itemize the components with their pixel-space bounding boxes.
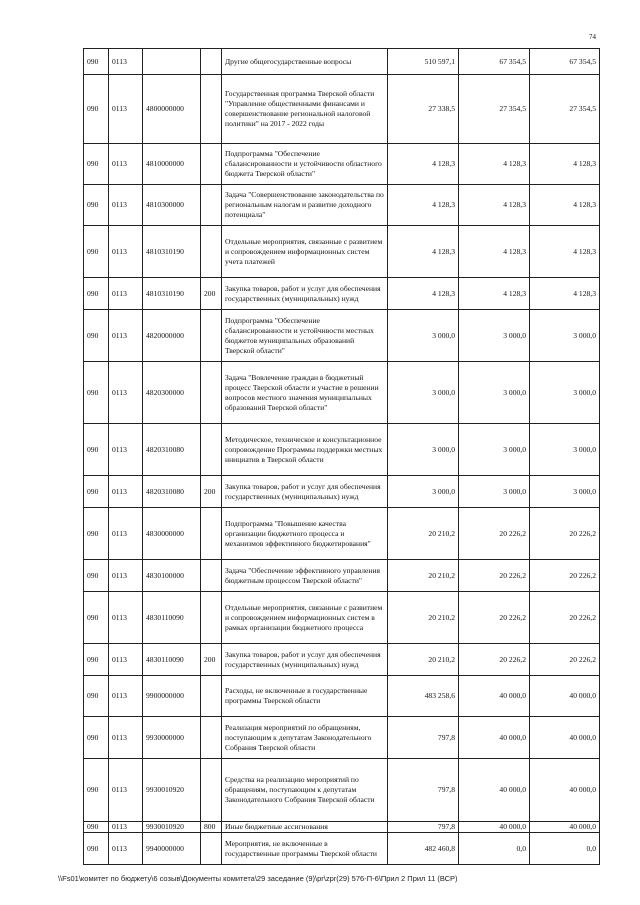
section-code-cell: 0113 xyxy=(109,560,143,592)
amount-year3-cell: 3 000,0 xyxy=(530,362,600,424)
table-row xyxy=(84,185,600,226)
ministry-code-cell: 090 xyxy=(84,833,109,865)
item-name-cell: Другие общегосударственные вопросы xyxy=(222,49,388,75)
target-article-cell: 4810310190 xyxy=(143,278,201,310)
amount-year1-cell: 4 128,3 xyxy=(388,278,459,310)
item-name-cell: Средства на реализацию мероприятий по обращениям, поступающим к депутатам Законодательного Собрания Тверской области xyxy=(222,759,388,822)
section-code-cell: 0113 xyxy=(109,185,143,226)
expense-type-cell xyxy=(201,717,222,759)
item-name-cell: Подпрограмма "Повышение качества организации бюджетного процесса и механизмов эффективного бюджетирования" xyxy=(222,508,388,560)
target-article-cell: 4800000000 xyxy=(143,75,201,144)
budget-table-body xyxy=(84,49,600,865)
section-code-cell: 0113 xyxy=(109,717,143,759)
section-code-cell: 0113 xyxy=(109,759,143,822)
target-article-cell: 4820000000 xyxy=(143,310,201,362)
ministry-code-cell: 090 xyxy=(84,49,109,75)
table-row xyxy=(84,508,600,560)
amount-year1-cell: 510 597,1 xyxy=(388,49,459,75)
ministry-code-cell: 090 xyxy=(84,226,109,278)
amount-year3-cell: 40 000,0 xyxy=(530,676,600,717)
amount-year1-cell: 797,8 xyxy=(388,759,459,822)
amount-year2-cell: 4 128,3 xyxy=(459,185,530,226)
expense-type-cell xyxy=(201,49,222,75)
section-code-cell: 0113 xyxy=(109,676,143,717)
amount-year1-cell: 20 210,2 xyxy=(388,592,459,644)
item-name-cell: Методическое, техническое и консультационное сопровождение Программы поддержки местных инициатив в Тверской области xyxy=(222,424,388,476)
section-code-cell: 0113 xyxy=(109,278,143,310)
amount-year2-cell: 4 128,3 xyxy=(459,226,530,278)
amount-year1-cell: 3 000,0 xyxy=(388,362,459,424)
expense-type-cell xyxy=(201,592,222,644)
amount-year1-cell: 20 210,2 xyxy=(388,508,459,560)
section-code-cell: 0113 xyxy=(109,822,143,833)
amount-year2-cell: 20 226,2 xyxy=(459,560,530,592)
ministry-code-cell: 090 xyxy=(84,717,109,759)
expense-type-cell xyxy=(201,833,222,865)
target-article-cell: 4820300000 xyxy=(143,362,201,424)
table-row xyxy=(84,362,600,424)
target-article-cell: 4820310080 xyxy=(143,424,201,476)
amount-year3-cell: 4 128,3 xyxy=(530,278,600,310)
amount-year3-cell: 3 000,0 xyxy=(530,310,600,362)
amount-year1-cell: 20 210,2 xyxy=(388,644,459,676)
file-path-footer: \\Fs01\комитет по бюджету\6 созыв\Документы комитета\29 заседание (9)\pr\zpr(29) 576-П-6\Прил 2 Прил 11 (ВСР) xyxy=(58,874,458,883)
section-code-cell: 0113 xyxy=(109,144,143,185)
amount-year2-cell: 40 000,0 xyxy=(459,759,530,822)
ministry-code-cell: 090 xyxy=(84,676,109,717)
amount-year1-cell: 4 128,3 xyxy=(388,226,459,278)
amount-year3-cell: 4 128,3 xyxy=(530,226,600,278)
amount-year2-cell: 0,0 xyxy=(459,833,530,865)
amount-year3-cell: 20 226,2 xyxy=(530,592,600,644)
amount-year3-cell: 67 354,5 xyxy=(530,49,600,75)
table-row xyxy=(84,822,600,833)
amount-year3-cell: 20 226,2 xyxy=(530,508,600,560)
amount-year3-cell: 40 000,0 xyxy=(530,717,600,759)
expense-type-cell xyxy=(201,676,222,717)
ministry-code-cell: 090 xyxy=(84,592,109,644)
section-code-cell: 0113 xyxy=(109,310,143,362)
item-name-cell: Отдельные мероприятия, связанные с развитием и сопровождением информационных систем учета платежей xyxy=(222,226,388,278)
ministry-code-cell: 090 xyxy=(84,362,109,424)
budget-table xyxy=(83,48,600,865)
amount-year2-cell: 3 000,0 xyxy=(459,424,530,476)
section-code-cell: 0113 xyxy=(109,592,143,644)
amount-year3-cell: 20 226,2 xyxy=(530,644,600,676)
item-name-cell: Закупка товаров, работ и услуг для обеспечения государственных (муниципальных) нужд xyxy=(222,278,388,310)
amount-year3-cell: 0,0 xyxy=(530,833,600,865)
table-row xyxy=(84,717,600,759)
amount-year2-cell: 3 000,0 xyxy=(459,310,530,362)
expense-type-cell: 200 xyxy=(201,278,222,310)
amount-year3-cell: 40 000,0 xyxy=(530,759,600,822)
table-row xyxy=(84,49,600,75)
expense-type-cell: 200 xyxy=(201,644,222,676)
section-code-cell: 0113 xyxy=(109,476,143,508)
ministry-code-cell: 090 xyxy=(84,644,109,676)
amount-year1-cell: 20 210,2 xyxy=(388,560,459,592)
target-article-cell: 4810000000 xyxy=(143,144,201,185)
table-row xyxy=(84,759,600,822)
amount-year3-cell: 3 000,0 xyxy=(530,476,600,508)
amount-year1-cell: 797,8 xyxy=(388,822,459,833)
table-row xyxy=(84,310,600,362)
ministry-code-cell: 090 xyxy=(84,476,109,508)
amount-year3-cell: 4 128,3 xyxy=(530,185,600,226)
target-article-cell: 4830100000 xyxy=(143,560,201,592)
amount-year2-cell: 20 226,2 xyxy=(459,592,530,644)
item-name-cell: Реализация мероприятий по обращениям, поступающим к депутатам Законодательного Собрания Тверской области xyxy=(222,717,388,759)
table-row xyxy=(84,676,600,717)
target-article-cell: 4820310080 xyxy=(143,476,201,508)
table-row xyxy=(84,833,600,865)
page-number: 74 xyxy=(589,33,596,41)
expense-type-cell xyxy=(201,759,222,822)
item-name-cell: Мероприятия, не включенные в государственные программы Тверской области xyxy=(222,833,388,865)
item-name-cell: Закупка товаров, работ и услуг для обеспечения государственных (муниципальных) нужд xyxy=(222,476,388,508)
section-code-cell: 0113 xyxy=(109,424,143,476)
target-article-cell: 4830000000 xyxy=(143,508,201,560)
table-row xyxy=(84,75,600,144)
ministry-code-cell: 090 xyxy=(84,144,109,185)
amount-year1-cell: 3 000,0 xyxy=(388,476,459,508)
item-name-cell: Подпрограмма "Обеспечение сбалансированности и устойчивости местных бюджетов муниципальных образований Тверской области" xyxy=(222,310,388,362)
target-article-cell: 4810310190 xyxy=(143,226,201,278)
item-name-cell: Иные бюджетные ассигнования xyxy=(222,822,388,833)
amount-year3-cell: 3 000,0 xyxy=(530,424,600,476)
expense-type-cell xyxy=(201,226,222,278)
amount-year2-cell: 27 354,5 xyxy=(459,75,530,144)
amount-year1-cell: 3 000,0 xyxy=(388,424,459,476)
table-row xyxy=(84,424,600,476)
target-article-cell: 9900000000 xyxy=(143,676,201,717)
ministry-code-cell: 090 xyxy=(84,822,109,833)
ministry-code-cell: 090 xyxy=(84,759,109,822)
section-code-cell: 0113 xyxy=(109,833,143,865)
section-code-cell: 0113 xyxy=(109,508,143,560)
amount-year3-cell: 20 226,2 xyxy=(530,560,600,592)
expense-type-cell xyxy=(201,508,222,560)
amount-year2-cell: 40 000,0 xyxy=(459,822,530,833)
table-row xyxy=(84,226,600,278)
amount-year3-cell: 27 354,5 xyxy=(530,75,600,144)
ministry-code-cell: 090 xyxy=(84,278,109,310)
target-article-cell xyxy=(143,49,201,75)
amount-year2-cell: 20 226,2 xyxy=(459,508,530,560)
expense-type-cell xyxy=(201,144,222,185)
expense-type-cell xyxy=(201,310,222,362)
amount-year2-cell: 40 000,0 xyxy=(459,717,530,759)
item-name-cell: Задача "Совершенствование законодательства по региональным налогам и развитие доходного потенциала" xyxy=(222,185,388,226)
table-row xyxy=(84,644,600,676)
expense-type-cell: 200 xyxy=(201,476,222,508)
expense-type-cell: 800 xyxy=(201,822,222,833)
amount-year2-cell: 4 128,3 xyxy=(459,144,530,185)
section-code-cell: 0113 xyxy=(109,75,143,144)
amount-year2-cell: 3 000,0 xyxy=(459,362,530,424)
expense-type-cell xyxy=(201,185,222,226)
table-row xyxy=(84,592,600,644)
section-code-cell: 0113 xyxy=(109,49,143,75)
section-code-cell: 0113 xyxy=(109,644,143,676)
target-article-cell: 9930000000 xyxy=(143,717,201,759)
table-row xyxy=(84,560,600,592)
item-name-cell: Задача "Вовлечение граждан в бюджетный процесс Тверской области и участие в решении вопросов местного значения муниципальных образований Тверской области" xyxy=(222,362,388,424)
amount-year1-cell: 483 258,6 xyxy=(388,676,459,717)
expense-type-cell xyxy=(201,362,222,424)
amount-year1-cell: 482 460,8 xyxy=(388,833,459,865)
amount-year2-cell: 40 000,0 xyxy=(459,676,530,717)
amount-year3-cell: 4 128,3 xyxy=(530,144,600,185)
target-article-cell: 4830110090 xyxy=(143,592,201,644)
ministry-code-cell: 090 xyxy=(84,424,109,476)
target-article-cell: 9930010920 xyxy=(143,759,201,822)
item-name-cell: Подпрограмма "Обеспечение сбалансированности и устойчивости областного бюджета Тверской области" xyxy=(222,144,388,185)
table-row xyxy=(84,278,600,310)
amount-year1-cell: 4 128,3 xyxy=(388,144,459,185)
section-code-cell: 0113 xyxy=(109,226,143,278)
amount-year1-cell: 3 000,0 xyxy=(388,310,459,362)
amount-year2-cell: 4 128,3 xyxy=(459,278,530,310)
amount-year1-cell: 4 128,3 xyxy=(388,185,459,226)
target-article-cell: 4810300000 xyxy=(143,185,201,226)
expense-type-cell xyxy=(201,424,222,476)
ministry-code-cell: 090 xyxy=(84,75,109,144)
amount-year2-cell: 3 000,0 xyxy=(459,476,530,508)
amount-year1-cell: 27 338,5 xyxy=(388,75,459,144)
expense-type-cell xyxy=(201,560,222,592)
item-name-cell: Расходы, не включенные в государственные программы Тверской области xyxy=(222,676,388,717)
table-row xyxy=(84,144,600,185)
section-code-cell: 0113 xyxy=(109,362,143,424)
amount-year1-cell: 797,8 xyxy=(388,717,459,759)
expense-type-cell xyxy=(201,75,222,144)
item-name-cell: Задача "Обеспечение эффективного управления бюджетным процессом Тверской области" xyxy=(222,560,388,592)
amount-year2-cell: 67 354,5 xyxy=(459,49,530,75)
item-name-cell: Закупка товаров, работ и услуг для обеспечения государственных (муниципальных) нужд xyxy=(222,644,388,676)
ministry-code-cell: 090 xyxy=(84,185,109,226)
ministry-code-cell: 090 xyxy=(84,508,109,560)
ministry-code-cell: 090 xyxy=(84,560,109,592)
table-row xyxy=(84,476,600,508)
target-article-cell: 4830110090 xyxy=(143,644,201,676)
target-article-cell: 9940000000 xyxy=(143,833,201,865)
amount-year3-cell: 40 000,0 xyxy=(530,822,600,833)
amount-year2-cell: 20 226,2 xyxy=(459,644,530,676)
item-name-cell: Отдельные мероприятия, связанные с развитием и сопровождением информационных систем в рамках организации бюджетного процесса xyxy=(222,592,388,644)
target-article-cell: 9930010920 xyxy=(143,822,201,833)
item-name-cell: Государственная программа Тверской области "Управление общественными финансами и совершенствование региональной налоговой политики" на 2017 - 2022 годы xyxy=(222,75,388,144)
ministry-code-cell: 090 xyxy=(84,310,109,362)
